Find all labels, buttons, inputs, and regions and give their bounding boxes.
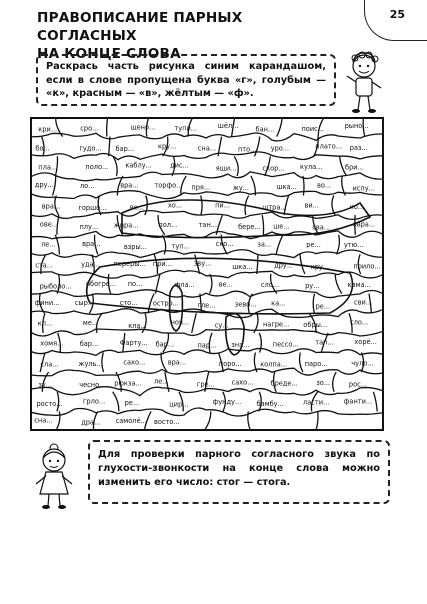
word-label: бо... xyxy=(35,144,50,153)
word-label: пря... xyxy=(191,183,211,192)
word-label: шка... xyxy=(232,262,253,271)
word-label: уда... xyxy=(81,260,100,269)
word-label: испу... xyxy=(352,184,375,193)
word-label: овра... xyxy=(352,220,376,229)
word-label: росто... xyxy=(36,399,63,408)
word-label: кл... xyxy=(37,319,53,328)
word-label: фини... xyxy=(34,299,60,308)
word-label: су... xyxy=(214,321,229,330)
word-label: пол... xyxy=(158,221,178,230)
word-label: нагре... xyxy=(263,320,290,329)
word-label: пла... xyxy=(38,163,58,172)
word-label: восто... xyxy=(154,418,180,426)
word-label: хорё... xyxy=(354,337,377,346)
title-line-2: НА КОНЦЕ СЛОВА xyxy=(37,46,181,62)
word-label: ноч... xyxy=(170,318,190,327)
coloring-picture xyxy=(30,117,384,431)
word-label: хомя... xyxy=(40,339,64,348)
word-label: дис... xyxy=(170,161,189,170)
word-label: ше... xyxy=(273,222,290,231)
word-label: сахо... xyxy=(123,358,146,367)
word-label: по... xyxy=(127,279,143,288)
word-label: пто... xyxy=(238,145,257,154)
word-label: остро... xyxy=(152,299,179,308)
word-label: кру... xyxy=(158,142,177,151)
word-label: гре... xyxy=(196,380,215,389)
word-label: сва... xyxy=(312,223,331,232)
word-label: раз... xyxy=(349,144,368,152)
word-label: бар... xyxy=(79,340,99,349)
boy-illustration-icon xyxy=(342,50,386,114)
word-label: бар... xyxy=(155,340,175,349)
word-label: Фарту... xyxy=(119,338,148,347)
word-label: ласти... xyxy=(303,398,330,407)
word-label: ове... xyxy=(39,220,59,229)
word-label: жуль... xyxy=(78,360,103,369)
word-label: кама... xyxy=(347,281,371,289)
word-label: шёл... xyxy=(217,122,239,131)
word-label: ле... xyxy=(154,377,169,386)
word-label: зна... xyxy=(231,341,250,350)
coloring-picture-svg xyxy=(30,117,384,431)
word-label: самолё... xyxy=(115,417,147,426)
word-label: рыболо... xyxy=(39,282,72,291)
word-label: ящи... xyxy=(215,164,237,173)
word-label: пар... xyxy=(197,341,217,350)
word-label: рюкза... xyxy=(114,379,142,388)
word-label: сло... xyxy=(350,318,369,327)
word-label: вра... xyxy=(120,181,139,190)
word-label: кула... xyxy=(300,163,323,172)
word-label: гудо... xyxy=(79,144,102,153)
word-label: переры... xyxy=(113,260,146,268)
word-label: за... xyxy=(257,240,272,249)
word-label: плу... xyxy=(79,223,99,232)
word-label: кру... xyxy=(310,263,330,272)
word-label: каблу... xyxy=(125,161,152,170)
word-label: обогре... xyxy=(86,280,117,288)
word-label: сро... xyxy=(80,124,99,133)
word-label: бере... xyxy=(238,223,261,232)
word-label: сло... xyxy=(260,281,280,290)
word-label: паро... xyxy=(304,359,328,368)
word-label: тан... xyxy=(198,220,218,229)
word-label: ста... xyxy=(35,261,53,270)
word-label: чуло... xyxy=(351,359,374,368)
word-label: поис... xyxy=(301,125,325,133)
word-label: зево... xyxy=(234,300,257,309)
title-line-1: ПРАВОПИСАНИЕ ПАРНЫХ СОГЛАСНЫХ xyxy=(37,10,243,44)
word-label: дру... xyxy=(34,181,54,190)
word-label: сна... xyxy=(34,416,53,425)
word-label: поло... xyxy=(85,163,109,172)
word-label: ру... xyxy=(305,282,320,291)
word-label: рос... xyxy=(348,380,368,389)
word-label: колпа... xyxy=(260,360,288,369)
word-label: тупи... xyxy=(174,124,198,133)
word-label: сахо... xyxy=(231,378,254,387)
word-label: фанти... xyxy=(343,397,373,406)
word-label: поро... xyxy=(218,360,242,369)
word-label: ско... xyxy=(215,240,234,248)
word-label: сто... xyxy=(119,299,138,308)
word-label: ви... xyxy=(304,201,319,210)
word-label: сна... xyxy=(197,144,217,153)
word-label: обры... xyxy=(303,321,328,330)
word-label: вра... xyxy=(82,239,101,248)
word-label: взры... xyxy=(123,243,147,252)
word-label: шка... xyxy=(276,183,297,192)
word-label: дру... xyxy=(274,261,294,270)
hint-box xyxy=(88,440,390,504)
word-label: вра... xyxy=(41,202,61,211)
word-label: бреде... xyxy=(270,379,298,388)
word-label: ко... xyxy=(349,203,365,212)
word-label: ло... xyxy=(79,181,95,190)
word-label: бамбу... xyxy=(256,400,284,409)
word-label: бри... xyxy=(345,163,364,172)
word-label: прило... xyxy=(353,262,381,271)
word-label: бан... xyxy=(255,125,275,134)
word-label: ле... xyxy=(41,240,56,249)
word-label: щено... xyxy=(130,123,156,132)
word-label: жира... xyxy=(113,221,139,230)
word-label: при... xyxy=(152,260,172,269)
word-label: пессо... xyxy=(272,340,299,349)
word-label: зу... xyxy=(38,380,53,389)
word-label: гле... xyxy=(197,301,216,310)
word-label: грло... xyxy=(83,397,106,406)
word-label: кла... xyxy=(128,322,147,330)
word-label: ве... xyxy=(218,280,233,289)
word-label: ре... xyxy=(306,240,321,249)
word-label: сла... xyxy=(40,360,59,369)
girl-illustration-icon xyxy=(32,440,80,512)
word-label: рыно... xyxy=(344,122,369,131)
word-label: хо... xyxy=(167,201,183,210)
word-label: фла... xyxy=(174,280,195,289)
word-label: дра... xyxy=(81,418,101,427)
word-label: зо... xyxy=(316,378,331,387)
hint-text: Для проверки парного согласного звука по глухости-звонкости на конце слова можно изменить его число: стог — стога. xyxy=(98,449,380,488)
word-label: вра... xyxy=(167,358,187,367)
word-label: сви... xyxy=(354,298,373,307)
word-label: сыр... xyxy=(74,298,95,307)
word-label: ре... xyxy=(315,302,331,311)
word-label: ве... xyxy=(129,203,145,212)
word-label: ка... xyxy=(271,299,286,308)
word-label: горшо... xyxy=(78,203,107,212)
word-label: утю... xyxy=(343,241,364,250)
word-label: торфо... xyxy=(154,181,183,190)
word-label: скор... xyxy=(262,164,285,173)
word-label: цир... xyxy=(169,400,189,409)
word-label: зву... xyxy=(193,259,212,268)
page-number: 25 xyxy=(389,8,405,21)
word-label: штра... xyxy=(262,203,287,212)
word-label: ме... xyxy=(82,319,99,327)
word-label: бар... xyxy=(115,145,135,154)
word-label: жу... xyxy=(232,184,250,193)
word-label: кри... xyxy=(38,125,58,134)
word-label: уро... xyxy=(270,144,290,153)
instruction-box xyxy=(36,54,336,106)
word-label: туп... xyxy=(171,242,190,251)
word-label: тап... xyxy=(315,338,334,347)
word-label: чесно... xyxy=(79,381,106,389)
word-label: пи... xyxy=(215,201,230,210)
word-label: плато... xyxy=(315,142,343,151)
instruction-text: Раскрась часть рисунка синим карандашом, если в слове пропущена буква «г», голубым — «к», красным — «в», жёлтым — «ф». xyxy=(46,61,326,100)
word-label: во... xyxy=(317,181,332,190)
word-label: ре... xyxy=(124,399,140,408)
word-label: фунду... xyxy=(212,397,242,406)
